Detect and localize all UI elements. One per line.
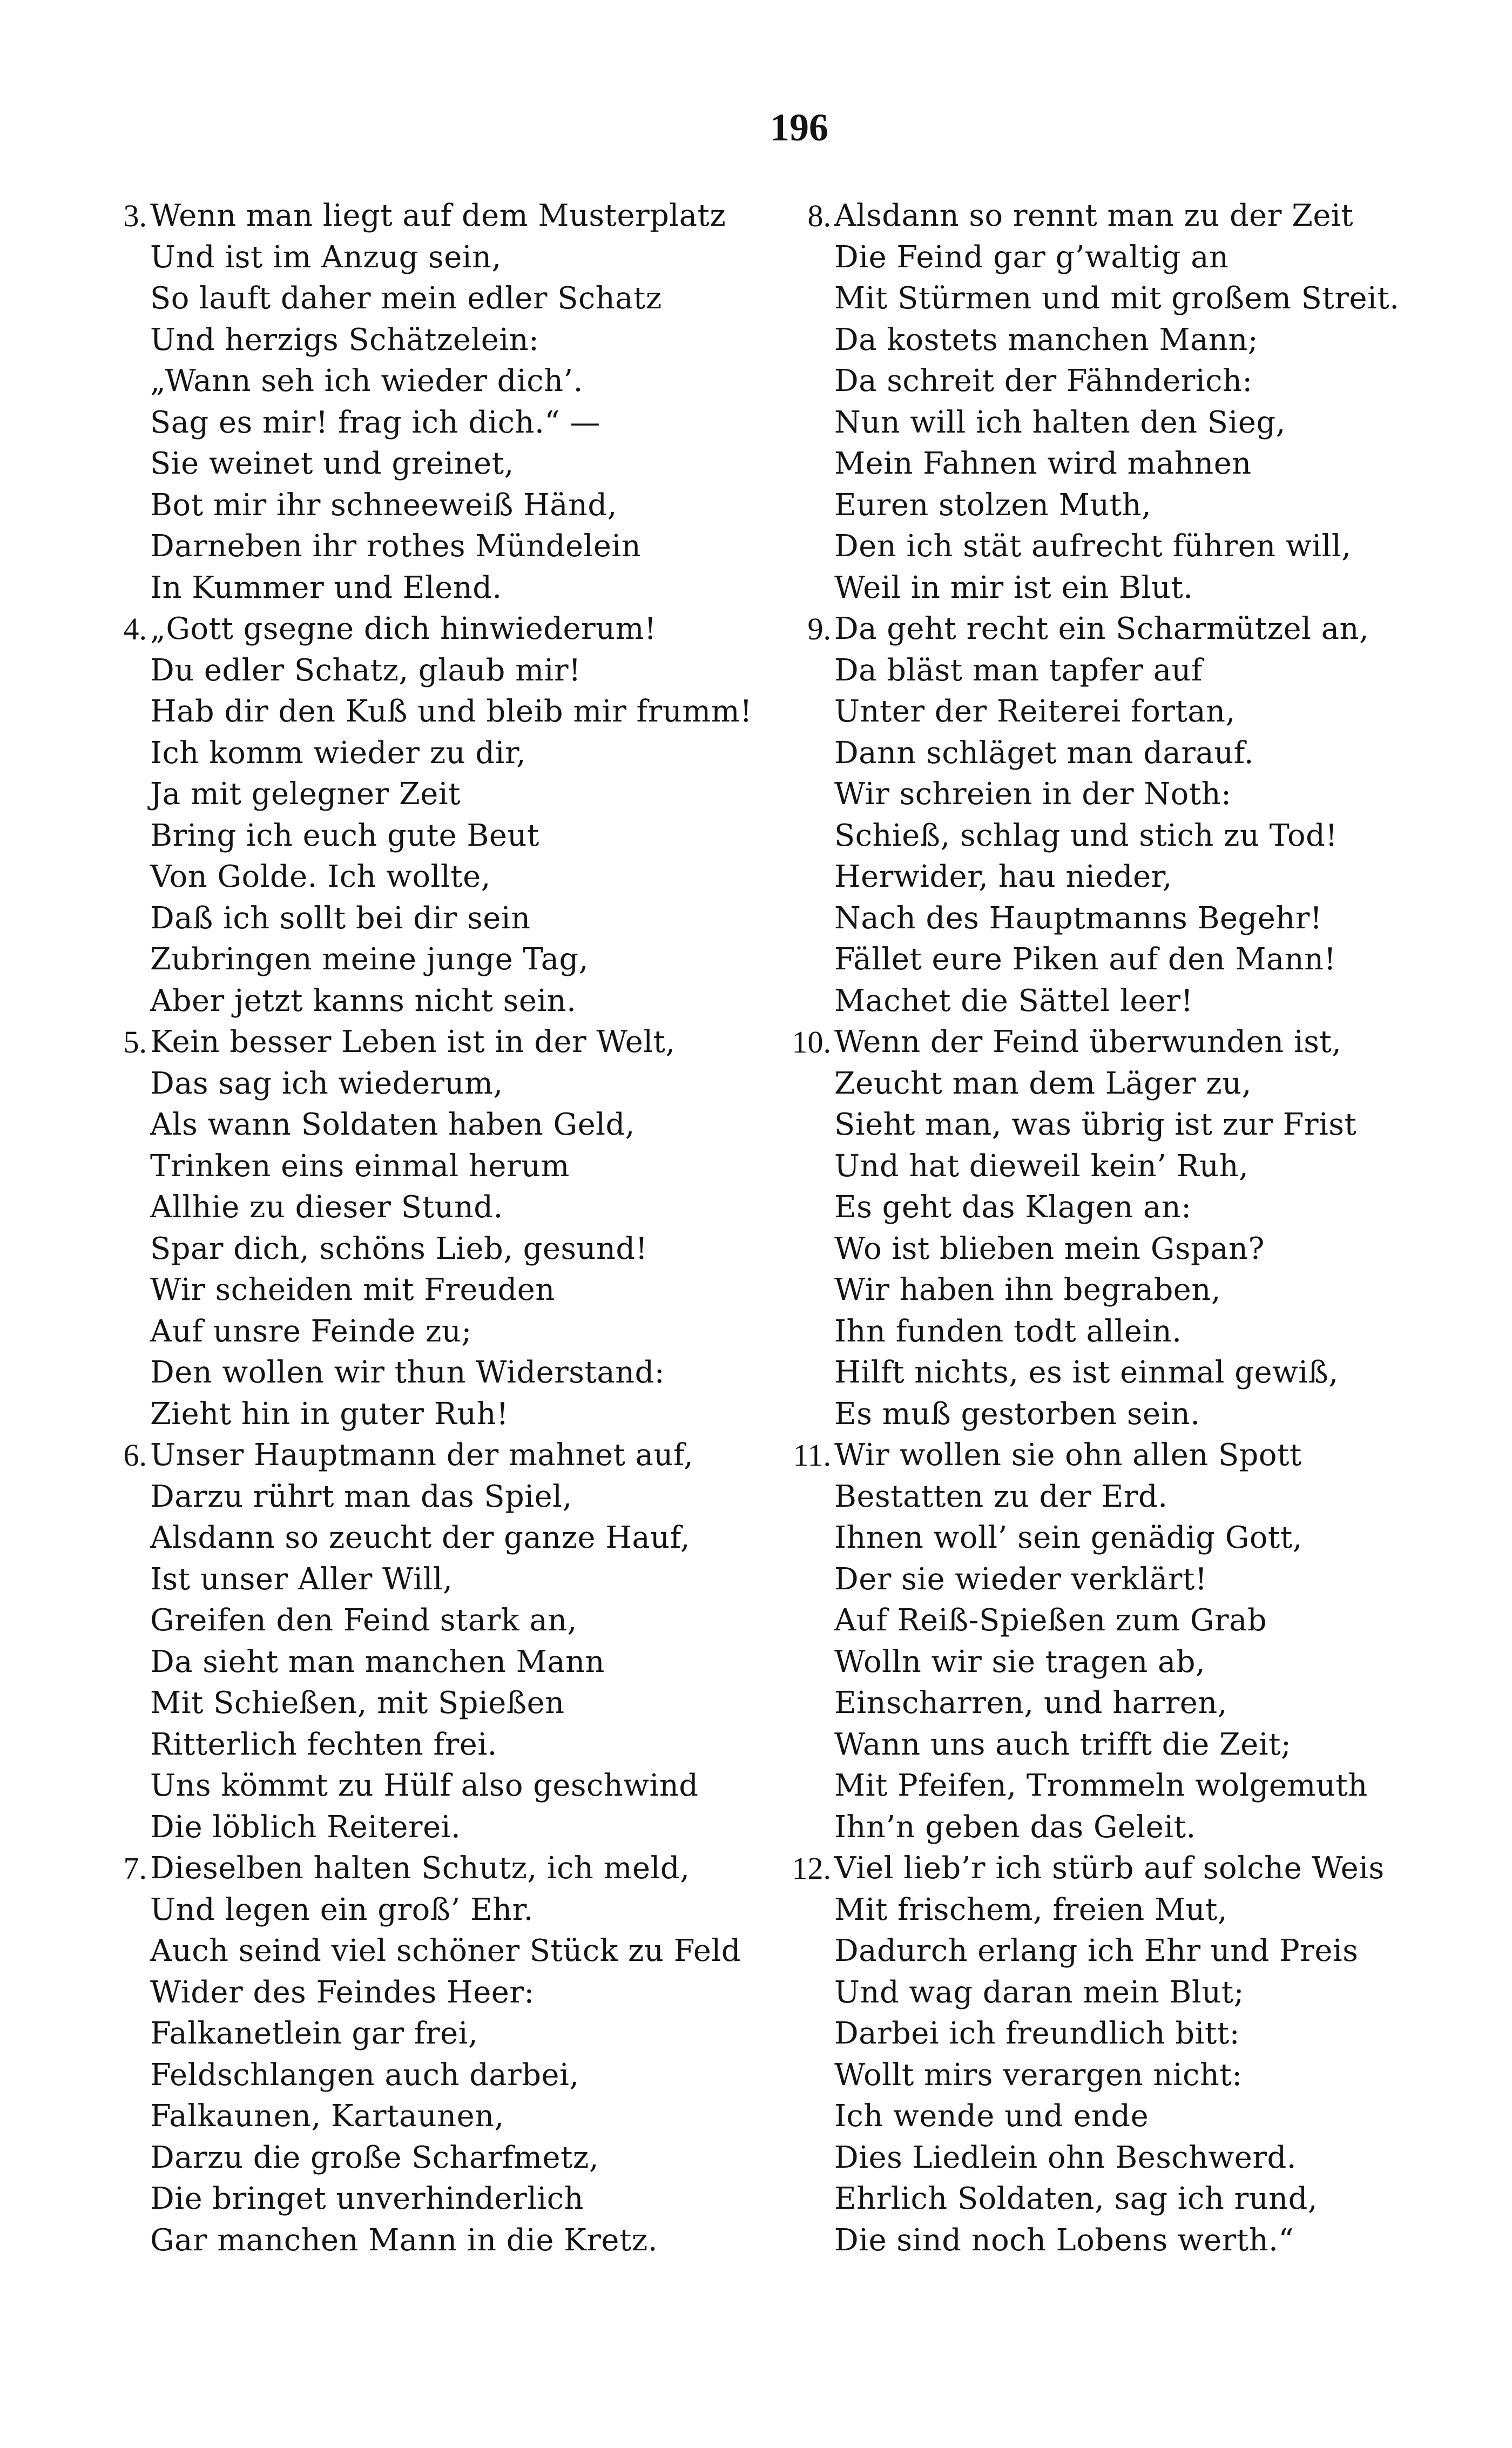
left-column bbox=[103, 195, 772, 2261]
verse-line: Die Feind gar g’waltig an bbox=[834, 239, 1229, 275]
verse-line: Und legen ein groß’ Ehr. bbox=[150, 1892, 534, 1927]
verse-line: Wolln wir sie tragen ab, bbox=[834, 1644, 1206, 1680]
verse-line: Unser Hauptmann der mahnet auf, bbox=[150, 1438, 694, 1473]
verse-line: Zieht hin in guter Ruh! bbox=[150, 1396, 509, 1432]
verse-line: Spar dich, schöns Lieb, gesund! bbox=[150, 1231, 648, 1266]
verse-line: Die sind noch Lobens werth.“ bbox=[834, 2222, 1294, 2258]
verse-line: Da bläst man tapfer auf bbox=[834, 652, 1203, 688]
stanza-number: 10. bbox=[792, 1024, 831, 1060]
verse-line: Ich wende und ende bbox=[834, 2099, 1149, 2134]
stanza bbox=[103, 1848, 772, 2261]
verse-line: Unter der Reiterei fortan, bbox=[834, 694, 1236, 729]
verse-line: Ehrlich Soldaten, sag ich rund, bbox=[834, 2181, 1318, 2216]
verse-line: Da sieht man manchen Mann bbox=[150, 1644, 605, 1680]
verse-line: Falkanetlein gar frei, bbox=[150, 2016, 478, 2051]
verse-line: Den ich stät aufrecht führen will, bbox=[834, 529, 1352, 564]
verse-line: „Gott gsegne dich hinwiederum! bbox=[150, 611, 657, 646]
verse-line: Wir schreien in der Noth: bbox=[834, 777, 1232, 812]
verse-line: Und hat dieweil kein’ Ruh, bbox=[834, 1148, 1249, 1184]
verse-line: Bestatten zu der Erd. bbox=[834, 1479, 1168, 1514]
verse-line: Falkaunen, Kartaunen, bbox=[150, 2099, 504, 2134]
verse-line: Den wollen wir thun Widerstand: bbox=[150, 1355, 665, 1390]
stanza-number: 12. bbox=[792, 1851, 831, 1886]
stanza-number: 4. bbox=[123, 611, 147, 646]
stanza bbox=[780, 1435, 1450, 1848]
stanza bbox=[103, 195, 772, 609]
verse-line: Wider des Feindes Heer: bbox=[150, 1974, 535, 2010]
stanza bbox=[103, 1435, 772, 1848]
verse-line: Gar manchen Mann in die Kretz. bbox=[150, 2222, 658, 2258]
verse-line: Einscharren, und harren, bbox=[834, 1685, 1227, 1721]
verse-line: Ja mit gelegner Zeit bbox=[150, 777, 461, 812]
verse-line: Zubringen meine junge Tag, bbox=[150, 942, 589, 977]
verse-line: Wann uns auch trifft die Zeit; bbox=[834, 1727, 1292, 1762]
verse-line: Darzu rührt man das Spiel, bbox=[150, 1479, 572, 1514]
verse-line: Sag es mir! frag ich dich.“ — bbox=[150, 404, 600, 440]
verse-line: Ich komm wieder zu dir, bbox=[150, 735, 526, 771]
verse-line: Wir haben ihn begraben, bbox=[834, 1272, 1221, 1307]
stanza-number: 6. bbox=[123, 1438, 147, 1473]
verse-line: Trinken eins einmal herum bbox=[150, 1148, 570, 1184]
verse-line: Nach des Hauptmanns Begehr! bbox=[834, 900, 1322, 936]
verse-line: Herwider, hau nieder, bbox=[834, 859, 1172, 894]
verse-line: Dann schläget man darauf. bbox=[834, 735, 1254, 771]
stanza-number: 5. bbox=[123, 1024, 147, 1060]
verse-line: Fället eure Piken auf den Mann! bbox=[834, 942, 1336, 977]
verse-line: Auf Reiß-Spießen zum Grab bbox=[834, 1603, 1267, 1638]
verse-line: Hab dir den Kuß und bleib mir frumm! bbox=[150, 694, 753, 729]
verse-line: Dadurch erlang ich Ehr und Preis bbox=[834, 1933, 1359, 1968]
verse-line: Ist unser Aller Will, bbox=[150, 1561, 453, 1597]
stanza-number: 3. bbox=[123, 198, 147, 233]
verse-line: Hilft nichts, es ist einmal gewiß, bbox=[834, 1355, 1339, 1390]
verse-line: Zeucht man dem Läger zu, bbox=[834, 1065, 1252, 1101]
verse-line: „Wann seh ich wieder dich’. bbox=[150, 363, 583, 399]
verse-line: Greifen den Feind stark an, bbox=[150, 1603, 577, 1638]
verse-line: Und wag daran mein Blut; bbox=[834, 1974, 1244, 2010]
verse-line: Auch seind viel schöner Stück zu Feld bbox=[150, 1933, 741, 1968]
verse-line: Wo ist blieben mein Gspan? bbox=[834, 1231, 1265, 1266]
verse-line: Alsdann so rennt man zu der Zeit bbox=[834, 198, 1354, 233]
verse-line: Wir scheiden mit Freuden bbox=[150, 1272, 555, 1307]
verse-line: In Kummer und Elend. bbox=[150, 570, 502, 605]
stanza bbox=[103, 1022, 772, 1435]
verse-line: Du edler Schatz, glaub mir! bbox=[150, 652, 581, 688]
verse-line: Da kostets manchen Mann; bbox=[834, 322, 1259, 358]
verse-line: Ihnen woll’ sein genädig Gott, bbox=[834, 1520, 1302, 1555]
stanza bbox=[780, 1022, 1450, 1435]
verse-line: Mit Stürmen und mit großem Streit. bbox=[834, 281, 1400, 316]
verse-line: Wollt mirs verargen nicht: bbox=[834, 2057, 1243, 2093]
verse-line: Schieß, schlag und stich zu Tod! bbox=[834, 818, 1338, 853]
verse-line: Ritterlich fechten frei. bbox=[150, 1727, 497, 1762]
verse-line: Daß ich sollt bei dir sein bbox=[150, 900, 531, 936]
stanza-number: 9. bbox=[807, 611, 831, 646]
verse-line: Bot mir ihr schneeweiß Händ, bbox=[150, 487, 617, 523]
verse-line: Darneben ihr rothes Mündelein bbox=[150, 529, 642, 564]
verse-line: Und herzigs Schätzelein: bbox=[150, 322, 539, 358]
verse-line: Allhie zu dieser Stund. bbox=[150, 1190, 503, 1225]
verse-line: Nun will ich halten den Sieg, bbox=[834, 404, 1286, 440]
verse-line: Mein Fahnen wird mahnen bbox=[834, 446, 1252, 481]
stanza-number: 8. bbox=[807, 198, 831, 233]
verse-line: Ihn funden todt allein. bbox=[834, 1313, 1182, 1349]
verse-line: Uns kömmt zu Hülf also geschwind bbox=[150, 1768, 699, 1803]
verse-line: Darbei ich freundlich bitt: bbox=[834, 2016, 1240, 2051]
verse-line: Von Golde. Ich wollte, bbox=[150, 859, 491, 894]
verse-line: Ihn’n geben das Geleit. bbox=[834, 1809, 1196, 1845]
verse-line: Das sag ich wiederum, bbox=[150, 1065, 503, 1101]
stanza-number: 7. bbox=[123, 1851, 147, 1886]
verse-line: Darzu die große Scharfmetz, bbox=[150, 2140, 599, 2175]
verse-line: Auf unsre Feinde zu; bbox=[150, 1313, 472, 1349]
right-column bbox=[780, 195, 1450, 2261]
verse-line: Da schreit der Fähnderich: bbox=[834, 363, 1253, 399]
verse-line: Feldschlangen auch darbei, bbox=[150, 2057, 579, 2093]
verse-line: Der sie wieder verklärt! bbox=[834, 1561, 1207, 1597]
verse-line: Dies Liedlein ohn Beschwerd. bbox=[834, 2140, 1297, 2175]
stanza bbox=[103, 609, 772, 1022]
verse-line: Wir wollen sie ohn allen Spott bbox=[834, 1438, 1302, 1473]
verse-line: Da geht recht ein Scharmützel an, bbox=[834, 611, 1369, 646]
verse-line: Wenn man liegt auf dem Musterplatz bbox=[150, 198, 726, 233]
verse-line: Wenn der Feind überwunden ist, bbox=[834, 1024, 1342, 1060]
verse-line: Mit frischem, freien Mut, bbox=[834, 1892, 1228, 1927]
verse-line: Es geht das Klagen an: bbox=[834, 1190, 1192, 1225]
stanza bbox=[780, 1848, 1450, 2261]
verse-line: Dieselben halten Schutz, ich meld, bbox=[150, 1851, 690, 1886]
verse-line: Euren stolzen Muth, bbox=[834, 487, 1152, 523]
verse-line: Aber jetzt kanns nicht sein. bbox=[150, 983, 577, 1019]
verse-line: Mit Schießen, mit Spießen bbox=[150, 1685, 565, 1721]
verse-line: Viel lieb’r ich stürb auf solche Weis bbox=[834, 1851, 1385, 1886]
verse-line: Machet die Sättel leer! bbox=[834, 983, 1193, 1019]
stanza bbox=[780, 195, 1450, 609]
page-number: 196 bbox=[770, 106, 828, 149]
verse-line: Alsdann so zeucht der ganze Hauf, bbox=[150, 1520, 691, 1555]
verse-line: Und ist im Anzug sein, bbox=[150, 239, 502, 275]
verse-line: Bring ich euch gute Beut bbox=[150, 818, 539, 853]
verse-line: Kein besser Leben ist in der Welt, bbox=[150, 1024, 676, 1060]
verse-line: Es muß gestorben sein. bbox=[834, 1396, 1200, 1432]
stanza bbox=[780, 609, 1450, 1022]
verse-line: Weil in mir ist ein Blut. bbox=[834, 570, 1193, 605]
stanza-number: 11. bbox=[793, 1438, 831, 1473]
verse-line: Sie weinet und greinet, bbox=[150, 446, 514, 481]
verse-line: Die löblich Reiterei. bbox=[150, 1809, 461, 1845]
verse-line: So lauft daher mein edler Schatz bbox=[150, 281, 662, 316]
verse-line: Als wann Soldaten haben Geld, bbox=[150, 1107, 635, 1142]
verse-line: Die bringet unverhinderlich bbox=[150, 2181, 584, 2216]
verse-line: Sieht man, was übrig ist zur Frist bbox=[834, 1107, 1357, 1142]
verse-line: Mit Pfeifen, Trommeln wolgemuth bbox=[834, 1768, 1368, 1803]
